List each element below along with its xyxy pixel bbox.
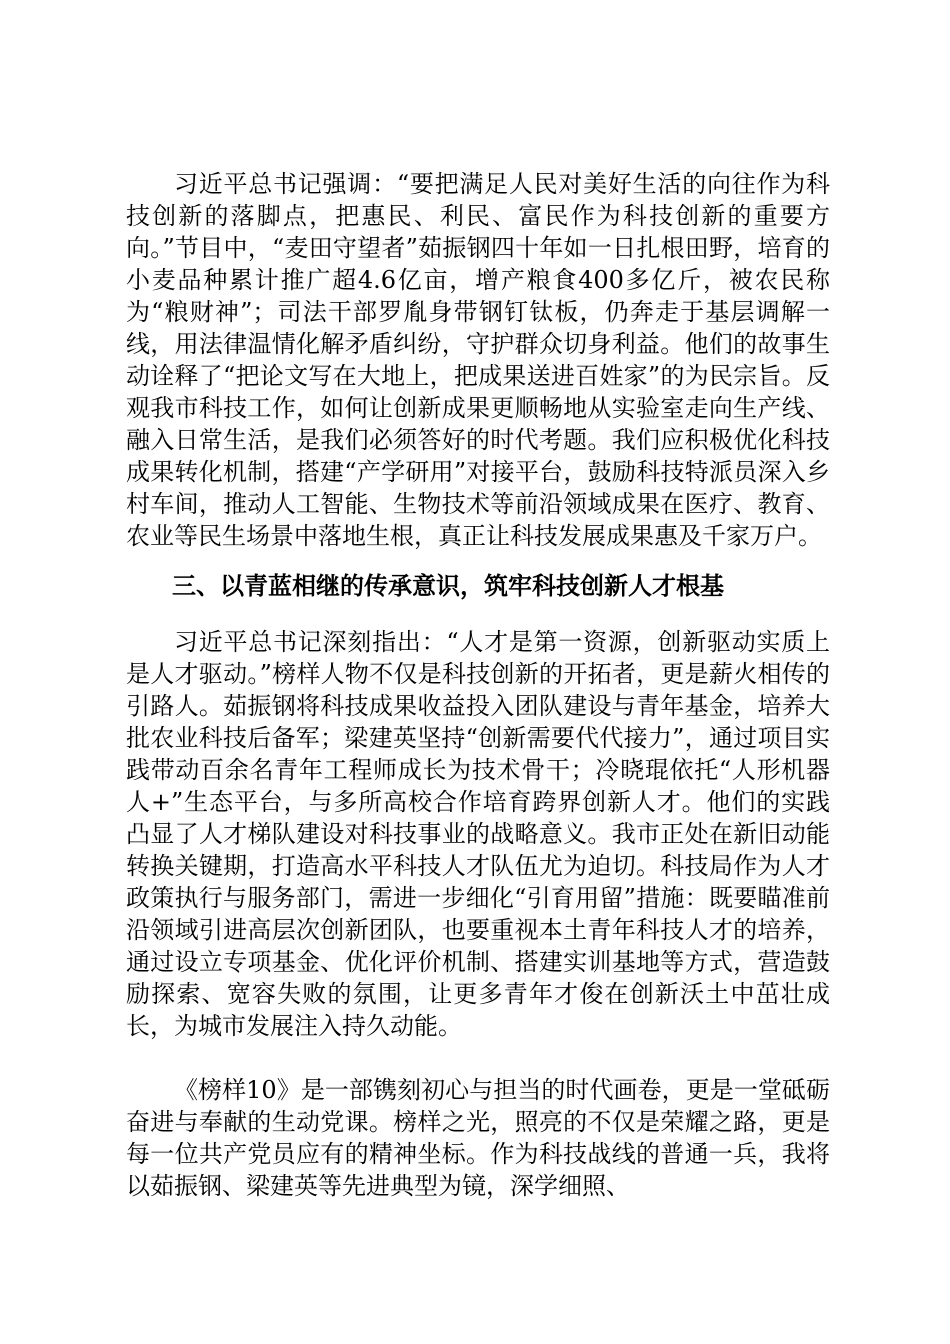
paragraph-people-centered-innovation: 习近平总书记强调：“要把满足人民对美好生活的向往作为科技创新的落脚点，把惠民、利民、富民作为科技创新的重要方向。”节目中，“麦田守望者”茹振钢四十年如一日扎根田野，培育的小麦品种累计推广超4.6亿亩，增产粮食400多亿斤，被农民称为“粮财神”；司法干部罗胤身带钢钉钛板，仍奔走于基层调解一线，用法律温情化解矛盾纠纷，守护群众切身利益。他们的故事生动诠释了“把论文写在大地上，把成果送进百姓家”的为民宗旨。反观我市科技工作，如何让创新成果更顺畅地从实验室走向生产线、融入日常生活，是我们必须答好的时代考题。我们应积极优化科技成果转化机制，搭建“产学研用”对接平台，鼓励科技特派员深入乡村车间，推动人工智能、生物技术等前沿领域成果在医疗、教育、农业等民生场景中落地生根，真正让科技发展成果惠及千家万户。 (126, 170, 830, 550)
document-body (126, 168, 830, 1216)
section-heading-talent: 三、以青蓝相继的传承意识，筑牢科技创新人才根基 (172, 571, 724, 600)
paragraph-conclusion: 《榜样10》是一部镌刻初心与担当的时代画卷，更是一堂砥砺奋进与奉献的生动党课。榜样之光，照亮的不仅是荣耀之路，更是每一位共产党员应有的精神坐标。作为科技战线的普通一兵，我将以茹振钢、梁建英等先进典型为镜，深学细照、 (126, 1076, 830, 1200)
paragraph-spacer (126, 1056, 830, 1074)
paragraph-talent-cultivation: 习近平总书记深刻指出：“人才是第一资源，创新驱动实质上是人才驱动。”榜样人物不仅是科技创新的开拓者，更是薪火相传的引路人。茹振钢将科技成果收益投入团队建设与青年基金，培养大批农业科技后备军；梁建英坚持“创新需要代代接力”，通过项目实践带动百余名青年工程师成长为技术骨干；冷晓琨依托“人形机器人+”生态平台，与多所高校合作培育跨界创新人才。他们的实践凸显了人才梯队建设对科技事业的战略意义。我市正处在新旧动能转换关键期，打造高水平科技人才队伍尤为迫切。科技局作为人才政策执行与服务部门，需进一步细化“引育用留”措施：既要瞄准前沿领域引进高层次创新团队，也要重视本土青年科技人才的培养，通过设立专项基金、优化评价机制、搭建实训基地等方式，营造鼓励探索、宽容失败的氛围，让更多青年才俊在创新沃土中茁壮成长，为城市发展注入持久动能。 (126, 628, 830, 1040)
